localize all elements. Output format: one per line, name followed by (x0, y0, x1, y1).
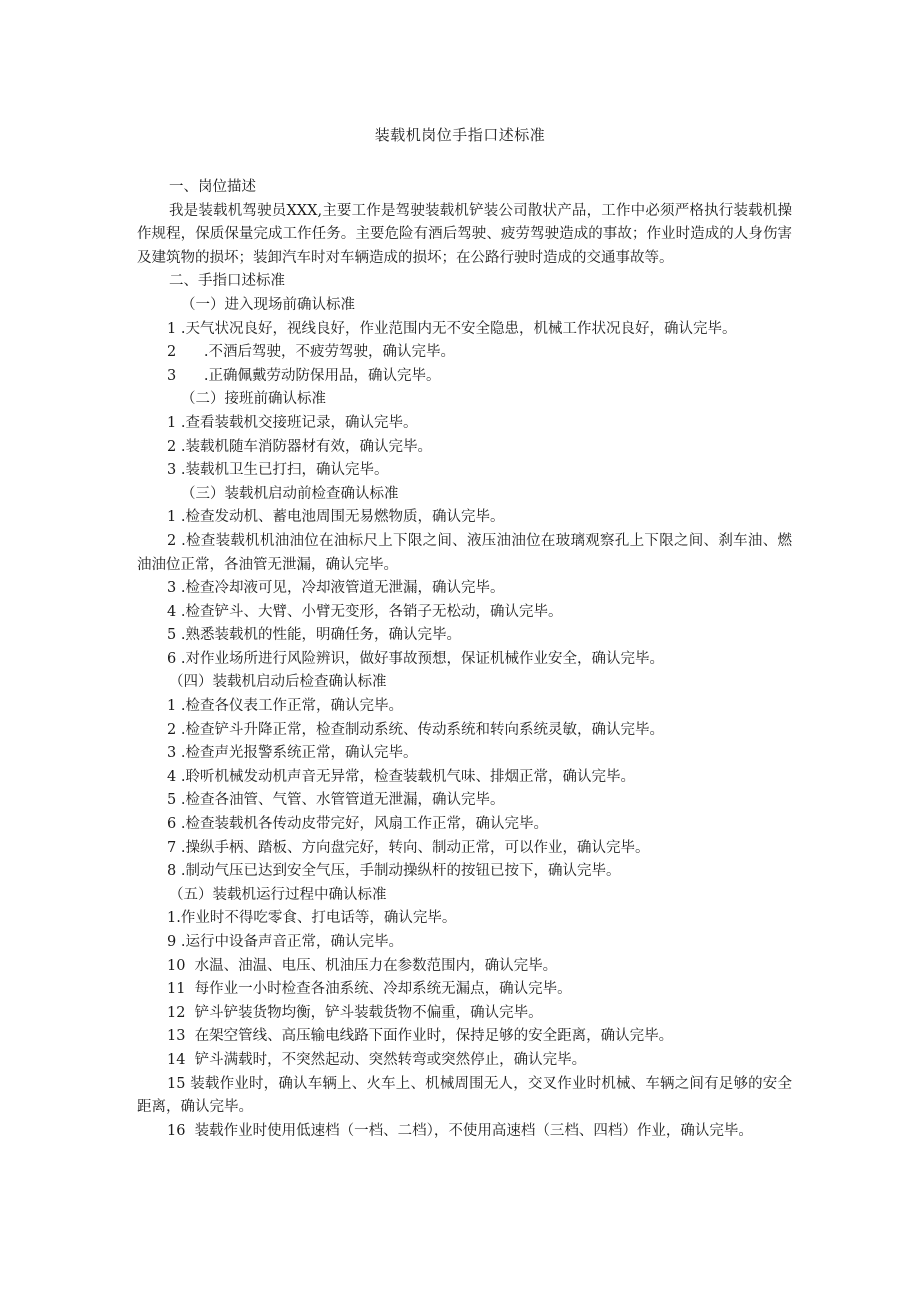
list-item: 4 .聆听机械发动机声音无异常，检查装载机气味、排烟正常，确认完毕。 (167, 768, 635, 785)
subsection-heading-3: （三）装载机启动前检查确认标准 (181, 485, 399, 502)
document-body (137, 176, 792, 1143)
list-item: 7 .操纵手柄、踏板、方向盘完好，转向、制动正常，可以作业，确认完毕。 (167, 839, 650, 856)
list-item: 10 水温、油温、电压、机油压力在参数范围内，确认完毕。 (167, 957, 558, 974)
subsection-heading-1: （一）进入现场前确认标准 (181, 296, 355, 313)
list-item: 2 .不酒后驾驶，不疲劳驾驶，确认完毕。 (167, 344, 455, 361)
page-title: 装载机岗位手指口述标准 (374, 126, 546, 144)
subsection-heading-2: （二）接班前确认标准 (181, 391, 326, 408)
list-item: 13 在架空管线、高压输电线路下面作业时，保持足够的安全距离，确认完毕。 (167, 1028, 674, 1045)
list-item: 16 装载作业时使用低速档（一档、二档），不使用高速档（三档、四档）作业，确认完毕。 (167, 1122, 753, 1139)
list-item: 3 .装载机卫生已打扫，确认完毕。 (167, 462, 389, 479)
list-item: 5 .检查各油管、气管、水管管道无泄漏，确认完毕。 (167, 792, 505, 809)
list-item: 8 .制动气压已达到安全气压，手制动操纵杆的按钮已按下，确认完毕。 (167, 863, 621, 880)
list-item: 1 .检查各仪表工作正常，确认完毕。 (167, 698, 403, 715)
list-item: 1.作业时不得吃零食、打电话等，确认完毕。 (167, 910, 457, 927)
list-item: 2 .装载机随车消防器材有效，确认完毕。 (167, 438, 432, 455)
list-item: 2 .检查铲斗升降正常，检查制动系统、传动系统和转向系统灵敏，确认完毕。 (167, 721, 664, 738)
list-item: 15 装载作业时，确认车辆上、火车上、机械周围无人，交叉作业时机械、车辆之间有足够的安全距离，确认完毕。 (137, 1075, 792, 1116)
list-item: 9 .运行中设备声音正常，确认完毕。 (167, 934, 403, 950)
list-item: 1 .检查发动机、蓄电池周围无易燃物质，确认完毕。 (167, 509, 505, 526)
list-item: 12 铲斗铲装货物均衡，铲斗装载货物不偏重，确认完毕。 (167, 1004, 543, 1021)
list-item: 14 铲斗满载时，不突然起动、突然转弯或突然停止，确认完毕。 (167, 1051, 587, 1068)
list-item: 6 .对作业场所进行风险辨识，做好事故预想，保证机械作业安全，确认完毕。 (167, 650, 664, 667)
list-item: 11 每作业一小时检查各油系统、冷却系统无漏点，确认完毕。 (167, 981, 572, 998)
subsection-heading-5: （五）装载机运行过程中确认标准 (169, 886, 387, 903)
subsection-heading-4: （四）装载机启动后检查确认标准 (169, 674, 387, 691)
list-item: 3 .正确佩戴劳动防保用品，确认完毕。 (167, 367, 441, 384)
list-item: 3 .检查冷却液可见，冷却液管道无泄漏，确认完毕。 (167, 580, 505, 597)
list-item: 1 .查看装载机交接班记录，确认完毕。 (167, 414, 418, 431)
list-item: 5 .熟悉装载机的性能，明确任务，确认完毕。 (167, 627, 461, 644)
list-item: 2 .检查装载机机油油位在油标尺上下限之间、液压油油位在玻璃观察孔上下限之间、刹车油、燃油油位正常，各油管无泄漏，确认完毕。 (137, 532, 792, 573)
job-description-paragraph: 我是装载机驾驶员XXX,主要工作是驾驶装载机铲装公司散状产品，工作中必须严格执行装载机操作规程，保质保量完成工作任务。主要危险有酒后驾驶、疲劳驾驶造成的事故；作业时造成的人身伤害及建筑物的损坏；装卸汽车时对车辆造成的损坏；在公路行驶时造成的交通事故等。 (137, 202, 792, 266)
list-item: 3 .检查声光报警系统正常，确认完毕。 (167, 745, 418, 762)
list-item: 1 .天气状况良好，视线良好，作业范围内无不安全隐患，机械工作状况良好，确认完毕。 (167, 320, 737, 337)
list-item: 6 .检查装载机各传动皮带完好，风扇工作正常，确认完毕。 (167, 816, 548, 833)
section-heading-standards: 二、手指口述标准 (169, 273, 285, 290)
section-heading-job-description: 一、岗位描述 (169, 179, 256, 195)
list-item: 4 .检查铲斗、大臂、小臂无变形，各销子无松动，确认完毕。 (167, 603, 563, 620)
